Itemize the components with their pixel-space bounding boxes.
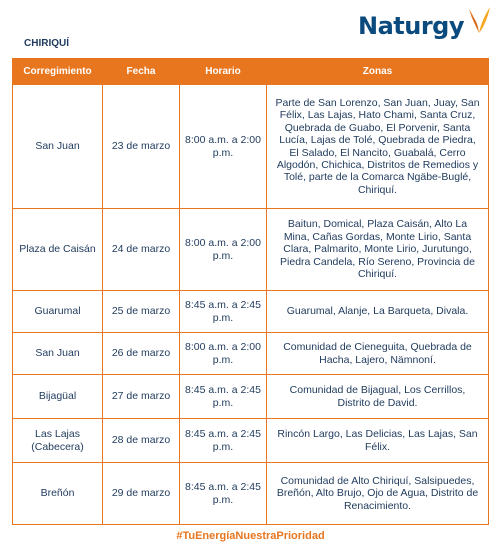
region-title: CHIRIQUÍ [24, 38, 69, 49]
cell-horario: 8:45 a.m. a 2:45 p.m. [180, 419, 267, 463]
table-row [13, 375, 489, 419]
table-row [13, 333, 489, 375]
brand-name: Naturgy [358, 12, 464, 40]
header-fecha: Fecha [103, 59, 180, 85]
cell-zonas: Comunidad de Cieneguita, Quebrada de Hacha, Lajero, Nämnoní. [267, 333, 489, 375]
cell-corregimiento: Bijagüal [13, 375, 103, 419]
cell-zonas: Comunidad de Alto Chiriquí, Salsipuedes, Breñón, Alto Brujo, Ojo de Agua, Distrito de Renacimiento. [267, 463, 489, 525]
cell-horario: 8:45 a.m. a 2:45 p.m. [180, 375, 267, 419]
cell-corregimiento: Guarumal [13, 291, 103, 333]
cell-zonas: Baitun, Domical, Plaza Caisán, Alto La Mina, Cañas Gordas, Monte Lirio, Santa Clara, Palmarito, Monte Lirio, Jurutungo, Piedra Candela, Río Sereno, Provincia de Chiriquí. [267, 209, 489, 291]
cell-fecha: 24 de marzo [103, 209, 180, 291]
schedule-table [12, 58, 489, 525]
table-row [13, 463, 489, 525]
cell-corregimiento: Plaza de Caisán [13, 209, 103, 291]
cell-fecha: 29 de marzo [103, 463, 180, 525]
table-row [13, 209, 489, 291]
cell-fecha: 27 de marzo [103, 375, 180, 419]
cell-corregimiento: San Juan [13, 85, 103, 209]
cell-zonas: Guarumal, Alanje, La Barqueta, Divala. [267, 291, 489, 333]
cell-zonas: Rincón Largo, Las Delicias, Las Lajas, San Félix. [267, 419, 489, 463]
header-zonas: Zonas [267, 59, 489, 85]
cell-zonas: Parte de San Lorenzo, San Juan, Juay, San Félix, Las Lajas, Hato Chami, Santa Cruz, Quebrada de Guabo, El Porvenir, Santa Lucía, Lajas de Tolé, Quebrada de Piedra, El Salado, El Nancito, Guabalá, Cerro Algodón, Chichica, Distritos de Remedios y Tolé, parte de la Comarca Ngäbe-Buglé, Chiriquí. [267, 85, 489, 209]
cell-corregimiento: San Juan [13, 333, 103, 375]
table-header-row [13, 59, 489, 85]
footer-hashtag: #TuEnergíaNuestraPrioridad [176, 530, 325, 542]
table-row [13, 419, 489, 463]
butterfly-icon [466, 5, 492, 37]
cell-corregimiento: Breñón [13, 463, 103, 525]
cell-zonas: Comunidad de Bijagual, Los Cerrillos, Distrito de David. [267, 375, 489, 419]
cell-fecha: 25 de marzo [103, 291, 180, 333]
cell-fecha: 23 de marzo [103, 85, 180, 209]
header-horario: Horario [180, 59, 267, 85]
brand-logo [358, 12, 492, 40]
cell-horario: 8:00 a.m. a 2:00 p.m. [180, 333, 267, 375]
cell-corregimiento: Las Lajas (Cabecera) [13, 419, 103, 463]
cell-horario: 8:45 a.m. a 2:45 p.m. [180, 291, 267, 333]
cell-horario: 8:00 a.m. a 2:00 p.m. [180, 85, 267, 209]
cell-fecha: 28 de marzo [103, 419, 180, 463]
table-row [13, 291, 489, 333]
header-corregimiento: Corregimiento [13, 59, 103, 85]
table-row [13, 85, 489, 209]
cell-fecha: 26 de marzo [103, 333, 180, 375]
cell-horario: 8:45 a.m. a 2:45 p.m. [180, 463, 267, 525]
cell-horario: 8:00 a.m. a 2:00 p.m. [180, 209, 267, 291]
